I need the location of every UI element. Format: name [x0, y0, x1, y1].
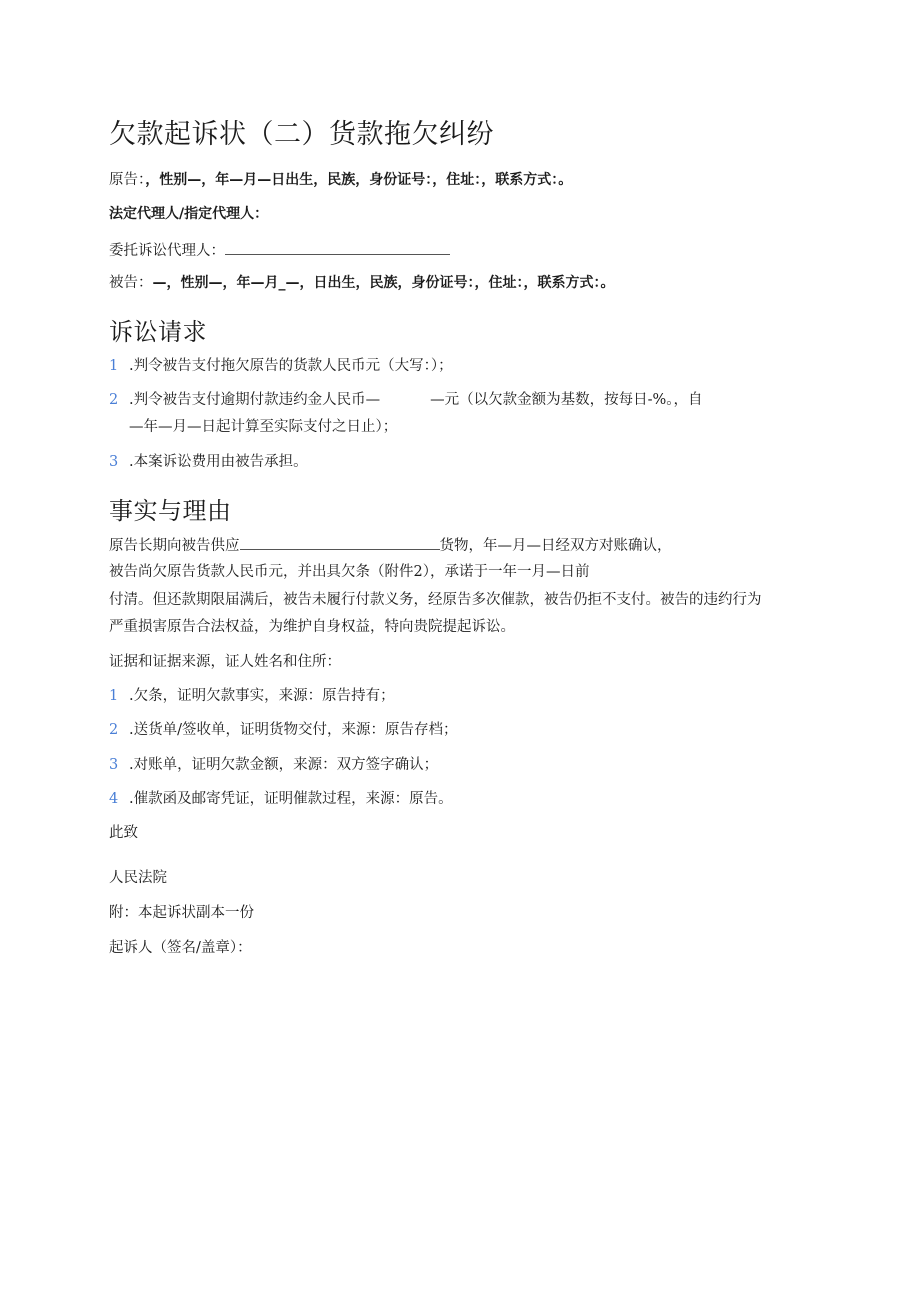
claim-text: .判令被告支付拖欠原告的货款人民币元（大写：）； — [129, 358, 453, 374]
facts-heading: 事实与理由 — [109, 497, 232, 525]
claim-number: 3 — [109, 454, 119, 470]
claim-item-1 — [109, 356, 453, 376]
claim-item-2 — [109, 390, 703, 410]
evidence-number: 4 — [109, 791, 119, 807]
facts-line-3: 付清。但还款期限届满后，被告未履行付款义务，经原告多次催款，被告仍拒不支付。被告的违约行为 — [109, 592, 762, 608]
court-name: 人民法院 — [109, 870, 167, 886]
claim-item-3 — [109, 452, 308, 472]
document-title: 欠款起诉状（二）货款拖欠纠纷 — [109, 119, 494, 150]
evidence-item-1 — [109, 686, 395, 706]
goods-blank — [240, 535, 440, 550]
evidence-item-3 — [109, 755, 438, 775]
claims-heading: 诉讼请求 — [109, 318, 207, 346]
facts-line-1 — [109, 535, 672, 556]
evidence-item-2 — [109, 720, 458, 740]
facts-line-2: 被告尚欠原告货款人民币元，并出具欠条（附件2），承诺于一年一月—日前 — [109, 564, 590, 580]
claim-text-continued: —元（以欠款金额为基数，按每日-%。，自 — [430, 392, 703, 408]
defendant-line — [109, 273, 615, 293]
plaintiff-label: 原告： — [109, 172, 146, 188]
legal-representative-line: 法定代理人/指定代理人： — [109, 206, 269, 222]
evidence-text: .送货单/签收单，证明货物交付，来源：原告存档； — [129, 722, 458, 738]
evidence-intro: 证据和证据来源，证人姓名和住所： — [109, 654, 341, 670]
plaintiff-line — [109, 170, 572, 190]
defendant-label: 被告： — [109, 275, 153, 291]
evidence-item-4 — [109, 789, 453, 809]
evidence-text: .催款函及邮寄凭证，证明催款过程，来源：原告。 — [129, 791, 453, 807]
claim-number: 2 — [109, 392, 119, 408]
claim-text: .判令被告支付逾期付款违约金人民币— — [129, 392, 381, 408]
evidence-text: .欠条，证明欠款事实，来源：原告持有； — [129, 688, 395, 704]
evidence-number: 1 — [109, 688, 119, 704]
claim-number: 1 — [109, 358, 119, 374]
evidence-text: .对账单，证明欠款金额，来源：双方签字确认； — [129, 757, 439, 773]
claim-text: .本案诉讼费用由被告承担。 — [129, 454, 308, 470]
agent-blank — [225, 240, 450, 255]
facts-line-4: 严重损害原告合法权益，为维护自身权益，特向贵院提起诉讼。 — [109, 619, 515, 635]
evidence-number: 2 — [109, 722, 119, 738]
facts-text: 原告长期向被告供应 — [109, 538, 240, 554]
closing-salutation: 此致 — [109, 825, 138, 841]
evidence-number: 3 — [109, 757, 119, 773]
signer-line: 起诉人（签名/盖章）： — [109, 940, 252, 956]
claim-item-2-wrap: —年—月—日起计算至实际支付之日止）； — [129, 419, 398, 435]
attachment-note: 附：本起诉状副本一份 — [109, 905, 254, 921]
plaintiff-details: ，性别—，年—月—日出生，民族，身份证号：，住址：，联系方式：。 — [145, 172, 573, 188]
agent-line — [109, 240, 450, 261]
defendant-details: —，性别—，年—月_—，日出生，民族，身份证号：，住址：，联系方式：。 — [152, 275, 615, 291]
agent-label: 委托诉讼代理人： — [109, 243, 225, 259]
facts-text: 货物，年—月—日经双方对账确认， — [439, 538, 672, 554]
